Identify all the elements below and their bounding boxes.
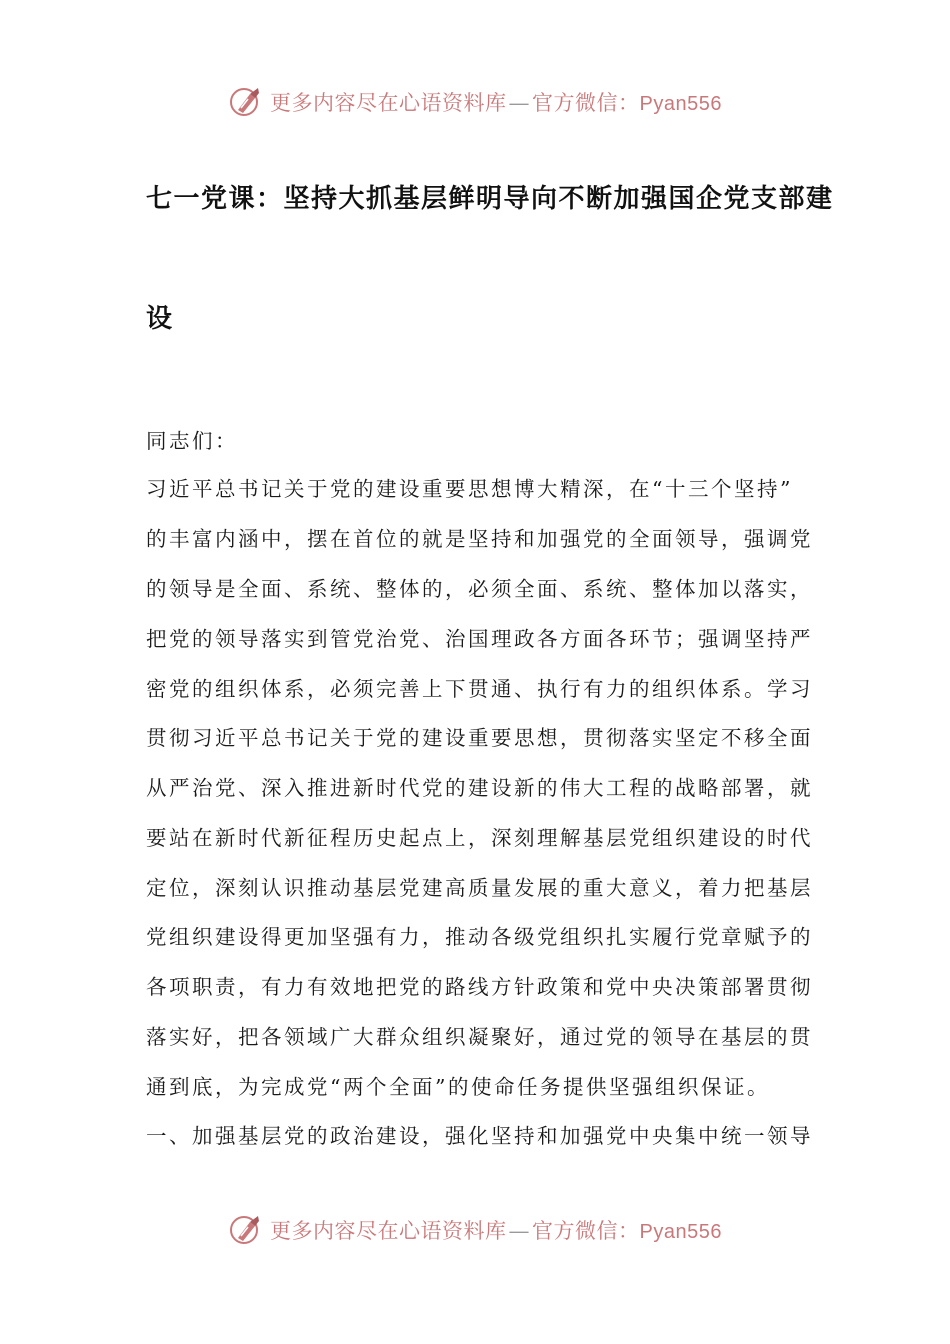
footer-watermark (0, 1208, 950, 1252)
body-line: 一、加强基层党的政治建设，强化坚持和加强党中央集中统一领导 (146, 1124, 813, 1148)
body-line: 通到底，为完成党“两个全面”的使命任务提供坚强组织保证。 (146, 1075, 770, 1099)
body-line: 同志们： (146, 429, 238, 453)
document-title-line-2: 设 (146, 304, 174, 334)
watermark-text (270, 1215, 722, 1245)
body-line: 的领导是全面、系统、整体的，必须全面、系统、整体加以落实， (146, 577, 813, 601)
body-line: 要站在新时代新征程历史起点上，深刻理解基层党组织建设的时代 (146, 826, 813, 850)
watermark-text (270, 87, 722, 117)
body-line: 定位，深刻认识推动基层党建高质量发展的重大意义，着力把基层 (146, 876, 813, 900)
body-line: 落实好，把各领域广大群众组织凝聚好，通过党的领导在基层的贯 (146, 1025, 813, 1049)
body-line: 的丰富内涵中，摆在首位的就是坚持和加强党的全面领导，强调党 (146, 527, 813, 551)
body-line: 把党的领导落实到管党治党、治国理政各方面各环节；强调坚持严 (146, 627, 813, 651)
watermark-handle: Pyan556 (639, 93, 722, 115)
body-line: 习近平总书记关于党的建设重要思想博大精深，在“十三个坚持” (146, 477, 793, 501)
watermark-separator: — (508, 91, 531, 115)
pen-nib-icon (228, 84, 264, 120)
watermark-slogan: 更多内容尽在心语资料库 (270, 1219, 507, 1243)
watermark-separator: — (508, 1219, 531, 1243)
pen-nib-icon (228, 1212, 264, 1248)
body-line: 党组织建设得更加坚强有力，推动各级党组织扎实履行党章赋予的 (146, 925, 813, 949)
header-watermark (0, 80, 950, 124)
body-line: 密党的组织体系，必须完善上下贯通、执行有力的组织体系。学习 (146, 677, 813, 701)
watermark-contact-label: 官方微信： (532, 91, 640, 115)
watermark-contact-label: 官方微信： (532, 1219, 640, 1243)
watermark-handle: Pyan556 (639, 1221, 722, 1243)
body-line: 从严治党、深入推进新时代党的建设新的伟大工程的战略部署，就 (146, 776, 813, 800)
document-title-line-1: 七一党课：坚持大抓基层鲜明导向不断加强国企党支部建 (146, 184, 834, 214)
body-line: 各项职责，有力有效地把党的路线方针政策和党中央决策部署贯彻 (146, 975, 813, 999)
watermark-slogan: 更多内容尽在心语资料库 (270, 91, 507, 115)
body-line: 贯彻习近平总书记关于党的建设重要思想，贯彻落实坚定不移全面 (146, 726, 813, 750)
